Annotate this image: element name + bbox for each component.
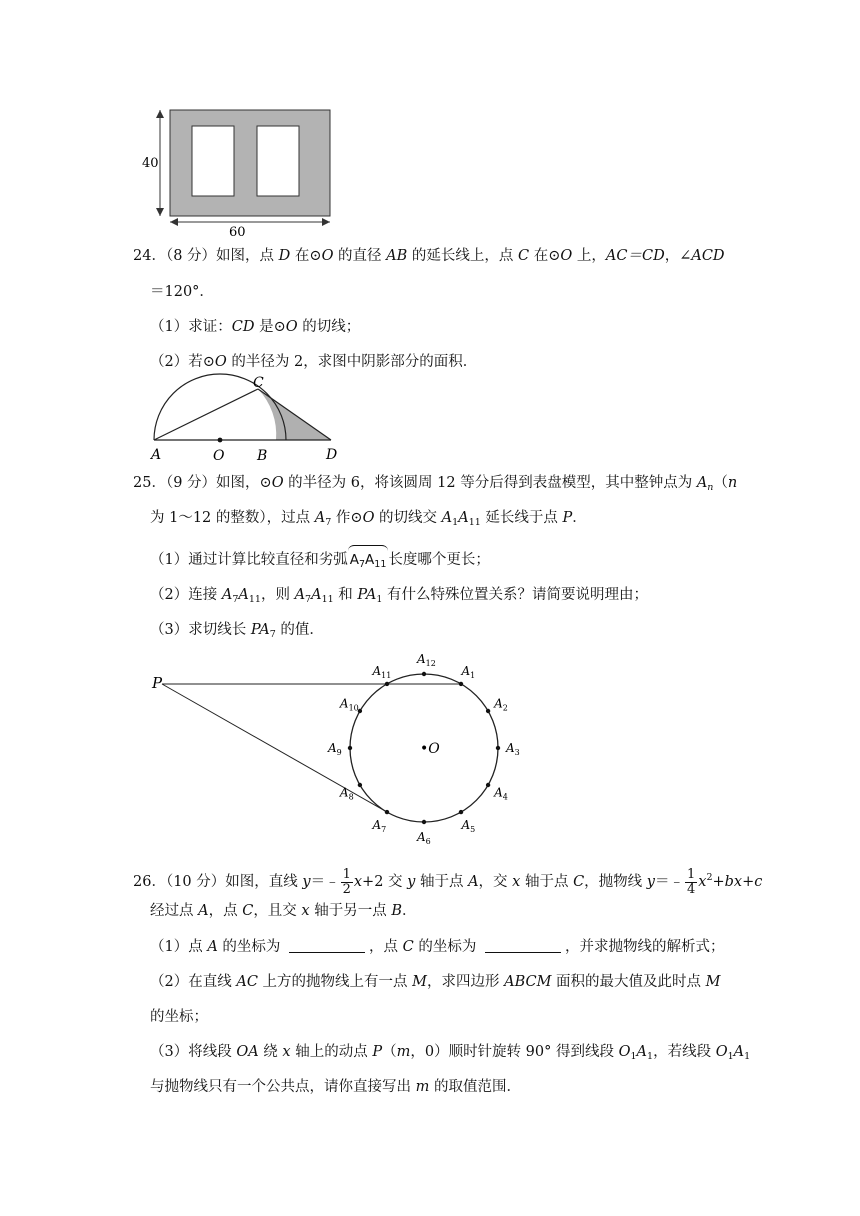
answer-blank-A[interactable] (289, 938, 365, 953)
arc-notation: $A_7A_{11}$ (348, 545, 389, 575)
clock-point-A6 (422, 820, 426, 824)
figure-rectangle-frame (140, 100, 340, 240)
height-label: 40 (142, 156, 159, 171)
q26-part1: （1）点 A 的坐标为 ，点 C 的坐标为 ，并求抛物线的解析式； (150, 939, 725, 955)
fraction-one-half: $\frac{1}{2}$ (342, 866, 351, 897)
q24-part1: （1）求证：CD 是⊙O 的切线； (150, 319, 361, 335)
clock-label-A1: $A_1$ (461, 663, 476, 680)
clock-label-A9: $A_9$ (328, 741, 342, 757)
label-B: B (257, 448, 268, 464)
q26-line1: 26．（10 分）如图，直线 y＝﹣ $\frac{1}{2}$ x+2 交 y 轴于点 A，交 x 轴于点 C，抛物线 y＝﹣ $\frac{1}{4}$ $x^2+bx+c$ (133, 866, 763, 897)
clock-label-A7: $A_7$ (372, 818, 387, 835)
clock-label-A6: $A_6$ (417, 830, 431, 846)
clock-label-A10: $A_{10}$ (339, 696, 359, 713)
clock-point-A4 (486, 783, 490, 787)
window-right (257, 126, 299, 196)
clock-point-A11 (385, 682, 389, 686)
width-label: 60 (229, 225, 246, 240)
clock-label-A2: $A_2$ (494, 696, 508, 713)
clock-label-A8: $A_8$ (339, 785, 354, 802)
label-O: O (213, 448, 225, 464)
clock-point-A9 (348, 746, 352, 750)
clock-point-A2 (486, 709, 490, 713)
clock-point-A1 (459, 682, 463, 686)
clock-point-A3 (496, 746, 500, 750)
arrow-head-right (322, 218, 330, 226)
figure-q25-clock (140, 650, 540, 846)
q24-line2: ＝120°． (150, 284, 214, 300)
arrow-head-down (156, 208, 164, 216)
q26-part2: （2）在直线 AC 上方的抛物线上有一点 M，求四边形 ABCM 面积的最大值及此时点 M (150, 974, 721, 990)
q26-part2-line2: 的坐标； (150, 1009, 208, 1025)
fraction-one-quarter: $\frac{1}{4}$ (686, 866, 696, 897)
q24-part2: （2）若⊙O 的半径为 2，求图中阴影部分的面积． (150, 354, 478, 370)
label-C: C (253, 375, 264, 391)
clock-point-A8 (358, 783, 362, 787)
clock-label-A12: $A_{12}$ (417, 652, 436, 668)
q25-line2: 为 1～12 的整数），过点 $A_7$ 作⊙O 的切线交 $A_1A_{11}$ 延长线于点 P． (150, 510, 587, 528)
label-center-O: •O (420, 741, 440, 757)
clock-point-A7 (385, 810, 389, 814)
q25-part2: （2）连接 $A_7A_{11}$，则 $A_7A_{11}$ 和 $PA_1$ 有什么特殊位置关系？请简要说明理由； (150, 587, 648, 605)
q26-part3: （3）将线段 OA 绕 x 轴上的动点 P（m，0）顺时针旋转 90° 得到线段 $O_1A_1$，若线段 $O_1A_1$ (150, 1044, 751, 1062)
center-dot (218, 438, 223, 443)
q25-line1: 25．（9 分）如图，⊙O 的半径为 6，将该圆周 12 等分后得到表盘模型，其中整钟点为 $A_n(n$ (133, 475, 738, 493)
clock-label-A3: $A_3$ (506, 741, 520, 757)
figure-q24-semicircle (145, 375, 345, 465)
arrow-head-up (156, 110, 164, 118)
clock-point-A12 (422, 672, 426, 676)
label-D: D (326, 447, 338, 463)
q25-part1: （1）通过计算比较直径和劣弧 $A_7A_{11}$ 长度哪个更长； (150, 545, 490, 575)
label-P: P (152, 674, 163, 692)
q25-part3: （3）求切线长 $PA_7$ 的值． (150, 622, 324, 640)
clock-label-A11: $A_{11}$ (372, 663, 392, 680)
clock-label-A5: $A_5$ (461, 818, 476, 835)
answer-blank-C[interactable] (485, 938, 561, 953)
q26-part3-line2: 与抛物线只有一个公共点，请你直接写出 m 的取值范围． (150, 1079, 521, 1095)
clock-point-A5 (459, 810, 463, 814)
q24-line1: 24．（8 分）如图，点 D 在⊙O 的直径 AB 的延长线上，点 C 在⊙O 上，AC＝CD，∠ACD (133, 248, 725, 264)
q26-line2: 经过点 A，点 C，且交 x 轴于另一点 B． (150, 903, 417, 919)
label-A: A (151, 447, 162, 463)
arrow-head-left (170, 218, 178, 226)
clock-label-A4: $A_4$ (494, 785, 508, 802)
window-left (192, 126, 234, 196)
